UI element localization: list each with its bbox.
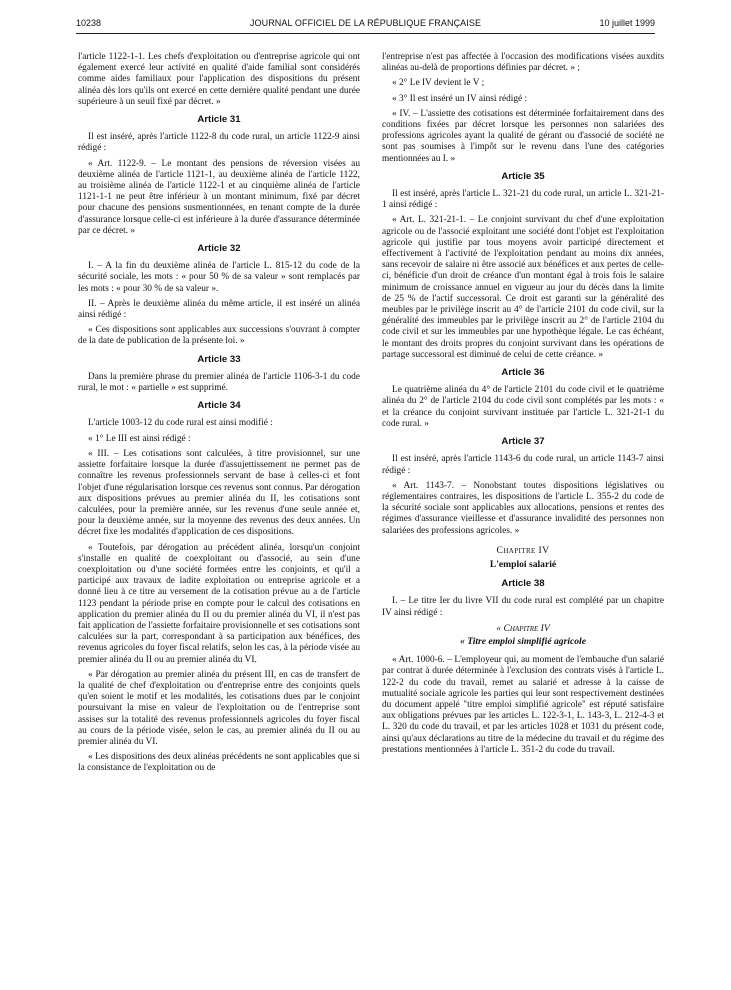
paragraph: Le quatrième alinéa du 4° de l'article 2101 du code civil et le quatrième alinéa du 2° de l'article 2104 du code civil sont complétés par les mots : « et la créance du conjoint survivant instituée par l'article L. 321-21-1 du code rural. » [382,385,664,429]
chapter-heading: Chapitre IV [496,544,550,556]
header-rule [76,33,655,34]
paragraph: « 1° Le III est ainsi rédigé : [88,433,191,444]
chapter-title: L'emploi salarié [489,558,557,570]
paragraph: « Toutefois, par dérogation au précédent alinéa, lorsqu'un conjoint s'installe en qualité de coexploitant ou d'associé, au sein d'une coexploitation ou d'une société formées entre les conjoints, et qu'il a participé aux travaux de ladite exploitation ou entreprise agricole et a donné lieu à ce titre au versement de la cotisation prévue au a de l'article 1123 pendant la période prise en compte pour le calcul des cotisations en application du premier alinéa du II ou du premier alinéa du VI, il n'est pas fait application de l'assiette forfaitaire provisionnelle et ses cotisations sont calculées sur la part, correspondant à sa participation aux bénéfices, des revenus agricoles du foyer fiscal relatifs, selon les cas, à la période visée au premier alinéa du II ou au premier alinéa du VI. [78,542,361,665]
article-31-title: Article 31 [197,114,241,126]
article-36-title: Article 36 [501,367,545,379]
paragraph: I. – Le titre Ier du livre VII du code rural est complété par un chapitre IV ainsi rédigé : [382,596,664,618]
paragraph: « Art. 1000-6. – L'employeur qui, au moment de l'embauche d'un salarié par contrat à durée déterminée à l'exclusion des contrats visés à l'article L. 122-2 du code du travail, remet au salarié et adresse à la caisse de mutualité sociale agricole les parties qui leur sont respectivement destinées du document appelé "titre emploi simplifié agricole" est réputé satisfaire aux obligations prévues par les articles L. 122-3-1, L. 143-3, L. 212-4-3 et L. 320 du code du travail, et par les articles 1028 et 1031 du présent code, ainsi qu'aux déclarations au titre de la médecine du travail et du régime des prestations mentionnées à l'article L. 351-2 du code du travail. [382,655,664,755]
article-35-title: Article 35 [501,170,545,182]
paragraph: Il est inséré, après l'article 1122-8 du code rural, un article 1122-9 ainsi rédigé : [78,132,360,154]
paragraph: « IV. – L'assiette des cotisations est déterminée forfaitairement dans des conditions fixées par décret lorsque les personnes non salariées des professions agricoles ayant la qualité de gérant ou d'associé de société ne sont pas soumises à l'impôt sur le revenu dans l'une des catégories mentionnées au I. » [382,108,664,164]
paragraph: « Art. L. 321-21-1. – Le conjoint survivant du chef d'une exploitation agricole ou de l'associé exploitant une société dont l'objet est l'exploitation agricole qui justifie par tous moyens avoir participé directement et effectivement à l'activité de l'exploitation pendant au moins dix années, sans recevoir de salaire ni être associé aux bénéfices et aux pertes de celle-ci, bénéficie d'un droit de créance d'un montant égal à trois fois le salaire minimum de croissance annuel en vigueur au jour du décès dans la limite de 25 % de l'actif successoral. Ce droit est garanti sur la généralité des meubles par le privilège inscrit au 4° de l'article 2101 du code civil, sur la généralité des immeubles par le privilège inscrit au 2° de l'article 2104 du code civil et sur les immeubles par une hypothèque légale. Le cas échéant, le montant des droits propres du conjoint survivant dans les opérations de partage successoral est diminué de celui de cette créance. » [382,215,664,360]
quoted-chapter-title: « Titre emploi simplifié agricole [460,635,586,647]
quoted-chapter-heading: « Chapitre IV [496,622,550,634]
article-37-title: Article 37 [501,436,545,448]
article-38-title: Article 38 [501,578,545,590]
paragraph: « Art. 1143-7. – Nonobstant toutes dispositions législatives ou réglementaires contraires, les dispositions de l'article L. 355-2 du code de la sécurité sociale sont applicables aux allocations, pensions et rentes des régimes d'assurance vieillesse et d'assurance invalidité des personnes non salariées des professions agricoles. » [382,480,664,536]
page-number: 10238 [76,18,102,28]
article-32-title: Article 32 [197,243,241,255]
paragraph: Dans la première phrase du premier alinéa de l'article 1106-3-1 du code rural, le mot : « partielle » est supprimé. [78,371,360,394]
paragraph: « Ces dispositions sont applicables aux successions s'ouvrant à compter de la date de publication de la présente loi. » [78,325,360,347]
article-33-title: Article 33 [197,353,241,365]
right-column [382,52,664,760]
continuation-paragraph: l'entreprise n'est pas affectée à l'occasion des modifications visées auxdits alinéas au-delà de proportions définies par décret. » ; [382,52,664,74]
paragraph: I. – A la fin du deuxième alinéa de l'article L. 815-12 du code de la sécurité sociale, les mots : « pour 50 % de sa valeur » sont remplacés par les mots : « pour 30 % de sa valeur ». [78,261,360,294]
paragraph: « Les dispositions des deux alinéas précédents ne sont applicables que si la consistance de l'exploitation ou de [78,752,360,774]
paragraph: II. – Après le deuxième alinéa du même article, il est inséré un alinéa ainsi rédigé : [78,298,360,321]
paragraph: « 2° Le IV devient le V ; [392,78,485,89]
paragraph: Il est inséré, après l'article 1143-6 du code rural, un article 1143-7 ainsi rédigé : [382,454,664,476]
paragraph: L'article 1003-12 du code rural est ainsi modifié : [88,418,273,429]
page-header [76,18,655,32]
left-column [78,52,360,779]
paragraph: « 3° Il est inséré un IV ainsi rédigé : [392,93,528,104]
paragraph: Il est inséré, après l'article L. 321-21 du code rural, un article L. 321-21-1 ainsi rédigé : [382,189,664,211]
paragraph: « Par dérogation au premier alinéa du présent III, en cas de transfert de la qualité de chef d'exploitation ou d'entreprise entre des conjoints quels qu'en soient le motif et les modalités, les cotisations dues par le conjoint poursuivant la mise en valeur de l'exploitation ou de l'entreprise sont assises sur la totalité des revenus professionnels agricoles du foyer fiscal au cours de la période visée, selon le cas, au premier alinéa du II ou au premier alinéa du VI. [78,669,360,747]
paragraph: « III. – Les cotisations sont calculées, à titre provisionnel, sur une assiette forfaitaire lorsque la durée d'assujettissement ne permet pas de connaître les revenus professionnels servant de base à celles-ci et font l'objet d'une régularisation lorsque ces revenus sont connus. Par dérogation aux dispositions prévues au premier alinéa du II, les cotisations sont calculées, pour la première année, sur les revenus d'une seule année et, pour la deuxième année, sur la moyenne des revenus des deux années. Un décret fixe les modalités d'application de ces dispositions. [78,448,360,538]
paragraph: « Art. 1122-9. – Le montant des pensions de réversion visées au deuxième alinéa de l'article 1121-1, au deuxième alinéa de l'article 1122, au troisième alinéa de l'article 1122-1 et au cinquième alinéa de l'article 1121-1-1 ne peut être inférieur à un montant minimum, fixé par décret pour chacune des pensions susmentionnées, en tenant compte de la durée d'assurance lorsque celle-ci est inférieure à la durée d'assurance déterminée par ce décret. » [78,158,360,236]
article-34-title: Article 34 [197,400,241,412]
continuation-paragraph: l'article 1122-1-1. Les chefs d'exploitation ou d'entreprise agricole qui ont également exercé leur activité en qualité d'aide familial sont considérés comme aides familiaux pour l'application des dispositions du présent alinéa dès lors qu'ils ont exercé en cette dernière qualité pendant une durée supérieure à un seuil fixé par décret. » [78,52,360,107]
journal-title: JOURNAL OFFICIEL DE LA RÉPUBLIQUE FRANÇAISE [249,18,482,28]
issue-date: 10 juillet 1999 [599,18,655,28]
